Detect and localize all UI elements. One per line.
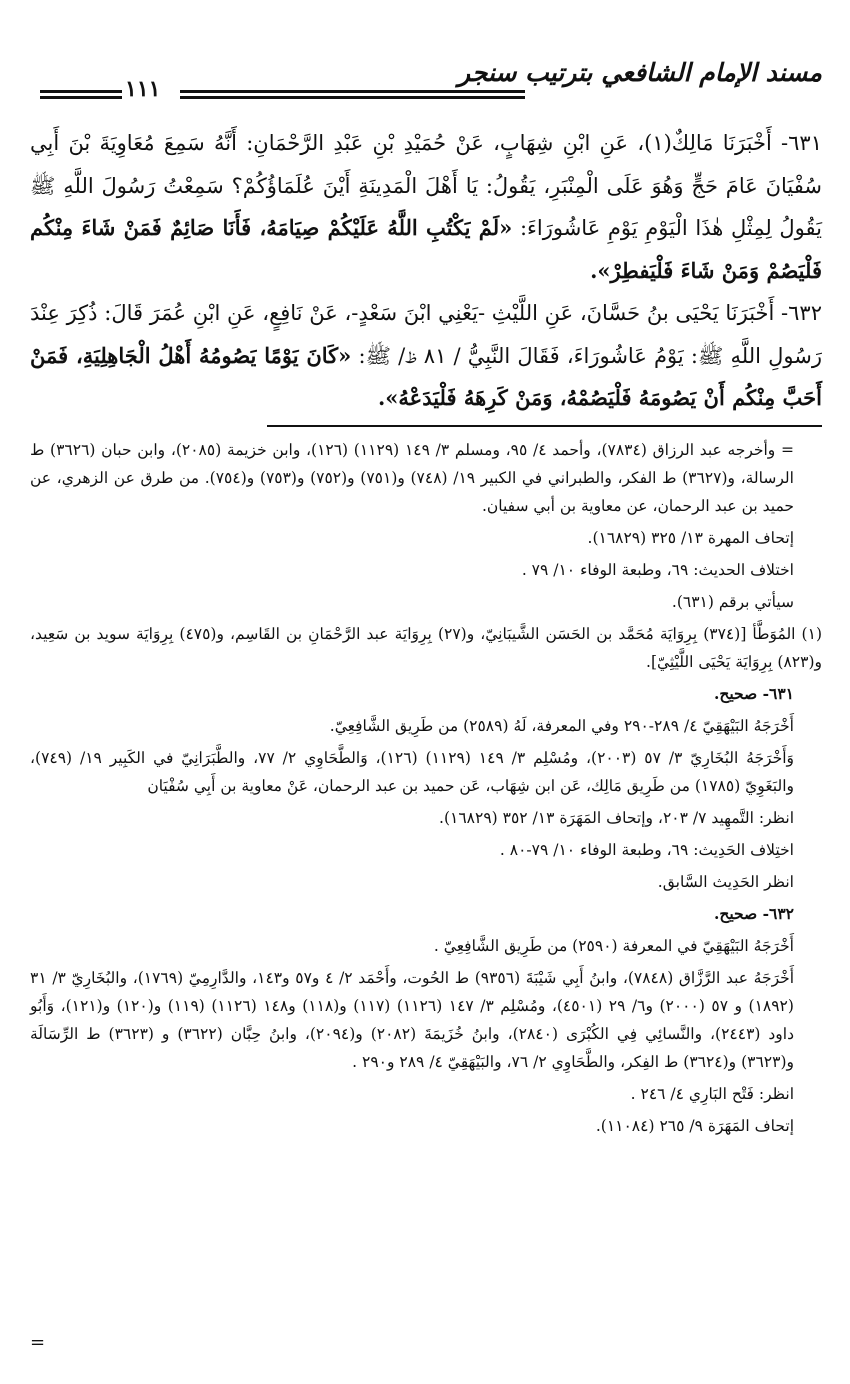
note-631-line-5: انظر الحَدِيث السَّابق. xyxy=(657,873,794,891)
footnote-separator xyxy=(267,425,822,427)
note-631-line-1: أَخْرَجَهُ البَيْهَقِيّ ٤/ ٢٨٩-٢٩٠ وفي المعرفة، لَهُ (٢٥٨٩) من طَرِيق الشَّافِعِيّ. xyxy=(329,717,794,735)
hadith-632-narration: ٦٣٢- أَخْبَرَنَا يَحْيَى بنُ حَسَّانَ، عَنِ اللَّيْثِ -يَعْنِي ابْنَ سَعْدٍ-، عَنْ نَافِعٍ، عَنِ ابْنِ عُمَرَ قَالَ: ذُكِرَ عِنْدَ رَسُولِ اللَّهِ ﷺ: يَوْمُ عَاشُورَاءَ، فَقَالَ النَّبِيُّ / ٨١ ظ/ ﷺ: xyxy=(30,301,822,368)
note-632-line-3: انظر: فَتْح البَارِي ٤/ ٢٤٦ . xyxy=(630,1085,794,1103)
main-text xyxy=(30,122,822,420)
footnote-cont-1: = وأخرجه عبد الرزاق (٧٨٣٤)، وأحمد ٤/ ٩٥، ومسلم ٣/ ١٤٩ (١١٢٩) (١٢٦)، وابن خزيمة (٢٠٨٥)، وابن حبان (٣٦٢٦) ط الرسالة، و(٣٦٢٧) ط الفكر، والطبراني في الكبير ١٩/ (٧٤٨) و(٧٥١) و(٧٥٢) و(٧٥٣) و(٧٥٤). من طرق عن الزهري، عن حميد بن عبد الرحمان، عن معاوية بن أبي سفيان. xyxy=(30,441,794,515)
header-rule-left-top xyxy=(40,90,122,93)
note-631-line-4: اختِلاف الحَدِيث: ٦٩، وطبعة الوفاء ١٠/ ٧٩-٨٠ . xyxy=(499,841,794,859)
continuation-mark: = xyxy=(30,1332,46,1353)
header-rule-bottom xyxy=(180,96,525,99)
header-rule-top xyxy=(180,90,525,93)
footnote-cont-2: إتحاف المهرة ١٣/ ٣٢٥ (١٦٨٢٩). xyxy=(587,529,794,547)
hadith-631-text: «لَمْ يَكْتُبِ اللَّهُ عَلَيْكُمْ صِيَامَهُ، فَأَنَا صَائِمٌ فَمَنْ شَاءَ مِنْكُم فَلْيَصُمْ وَمَنْ شَاءَ فَلْيَفطِرْ». xyxy=(30,215,822,283)
note-632-line-4: إتحاف المَهَرَة ٩/ ٢٦٥ (١١٠٨٤). xyxy=(595,1117,794,1135)
footnote-cont-3: اختلاف الحديث: ٦٩، وطبعة الوفاء ١٠/ ٧٩ . xyxy=(521,561,794,579)
note-632-heading: ٦٣٢- صحيح. xyxy=(713,904,794,923)
note-631-heading: ٦٣١- صحيح. xyxy=(713,684,794,703)
footnote-cont-4: سيأتي برقم (٦٣١). xyxy=(671,593,794,611)
note-632-line-1: أَخْرَجَهُ البَيْهَقِيّ في المعرفة (٢٥٩٠) من طَرِيق الشَّافِعِيّ . xyxy=(433,937,794,955)
footnotes xyxy=(30,436,822,1144)
hadith-631-narration: ٦٣١- أَخْبَرَنَا مَالِكٌ(١)، عَنِ ابْنِ شِهَابٍ، عَنْ حُمَيْدِ بْنِ عَبْدِ الرَّحْمَانِ: أَنَّهُ سَمِعَ مُعَاوِيَةَ بْنَ أَبِي سُفْيَانَ عَامَ حَجٍّ وَهُوَ عَلَى الْمِنْبَرِ، يَقُولُ: يَا أَهْلَ الْمَدِينَةِ أَيْنَ عُلَمَاؤُكُمْ؟ سَمِعْتُ رَسُولَ اللَّهِ ﷺ يَقُولُ لِمِثْلِ هٰذَا الْيَوْمِ يَوْمِ عَاشُورَاءَ: xyxy=(30,131,822,240)
header-rule-left-bottom xyxy=(40,96,122,99)
hadith-632 xyxy=(30,292,822,420)
hadith-631 xyxy=(30,122,822,292)
running-title: مسند الإمام الشافعي بترتيب سنجر xyxy=(458,58,822,87)
note-631-line-3: انظر: التَّمهِيد ٧/ ٢٠٣، وإتحاف المَهَرَة ١٣/ ٣٥٢ (١٦٨٢٩). xyxy=(439,809,794,827)
hadith-632-text: «كَانَ يَوْمًا يَصُومُهُ أَهْلُ الْجَاهِلِيَةِ، فَمَنْ أَحَبَّ مِنْكُم أَنْ يَصُومَهُ فَلْيَصُمْهُ، وَمَنْ كَرِهَهُ فَلْيَدَعْهُ». xyxy=(30,342,822,410)
footnote-1: (١) المُوَطَّأ [(٣٧٤) بِرِوَايَة مُحَمَّد بن الحَسَن الشَّيبَانِيّ، و(٢٧) بِرِوَايَة عبد الرَّحْمَانِ بن القَاسِم، و(٤٧٥) بِرِوَايَة سويد بن سَعِيد، و(٨٢٣) بِرِوَايَة يَحْيَى اللَّيْثِيّ]. xyxy=(30,625,822,671)
note-631-line-2: وَأَخْرَجَهُ البُخَارِيّ ٣/ ٥٧ (٢٠٠٣)، ومُسْلِم ٣/ ١٤٩ (١١٢٩) (١٢٦)، وَالطَّحَاوِي ٢/ ٧٧، والطَّبَرَانِيّ في الكَبِير ١٩/ (٧٤٩)، والبَغَوِيّ (١٧٨٥) من طَرِيق مَالِك، عَن ابن شِهَاب، عَن حميد بن عبد الرحمان، عَنْ معاوية بن أَبِي سُفْيَان xyxy=(30,749,794,795)
note-632-line-2: أَخْرَجَهُ عبد الرَّزَّاق (٧٨٤٨)، وابنُ أَبِي شَيْبَةَ (٩٣٥٦) ط الحُوت، وأَحْمَد ٢/ ٤ و٥٧ و١٤٣، والدَّارِمِيّ (١٧٦٩)، والبُخَارِيّ ٣/ ٣١ (١٨٩٢) و ٥٧ (٢٠٠٠) و٦/ ٢٩ (٤٥٠١)، ومُسْلِم ٣/ ١٤٧ (١١٢٦) (١١٧) و(١١٨) و١٤٨ (١١٢٦) (١١٩) و(١٢٠) و(١٢١)، وَأَبُو داود (٢٤٤٣)، والنَّسائِي فِي الكُبْرَى (٢٨٤٠)، وابنُ خُزَيمَةَ (٢٠٨٢) و(٢٠٩٤)، وابنُ حِبَّان (٣٦٢٢) و (٣٦٢٣) ط الرِّسَالَة و(٣٦٢٣) و(٣٦٢٤) ط الفِكر، والطَّحَاوِي ٢/ ٧٦، والبَيْهَقِيّ ٤/ ٢٨٩ و٢٩٠ . xyxy=(30,969,795,1071)
page-number: ١١١ xyxy=(125,76,161,102)
page-header xyxy=(30,52,822,100)
